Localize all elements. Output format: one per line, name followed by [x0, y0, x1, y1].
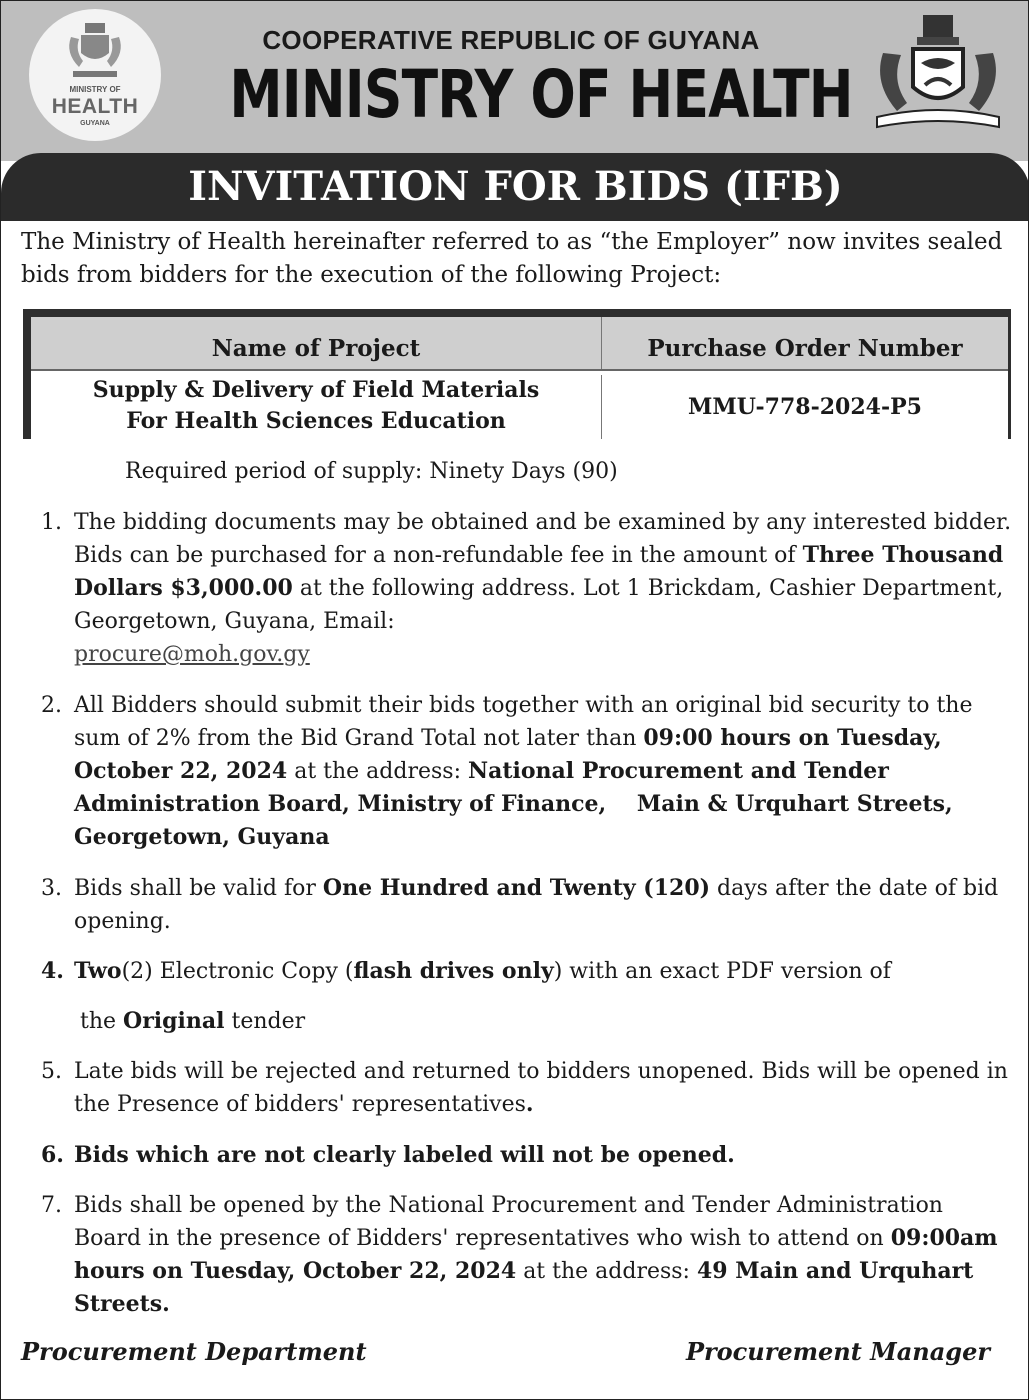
logo-text-ministry: MINISTRY OF — [69, 85, 121, 94]
item-number: 3. — [41, 876, 62, 901]
item-text: All Bidders should submit their bids together with an original bid security to the sum of 2% from the Bid Grand Total not later than — [74, 693, 973, 751]
project-table — [23, 309, 1011, 439]
item-text: at the following address. Lot 1 Brickdam, Cashier Department, Georgetown, Guyana, Email: — [74, 576, 1004, 634]
flash-drives: flash drives only — [353, 958, 554, 984]
ministry-logo — [29, 9, 161, 141]
supply-period: Required period of supply: Ninety Days (90) — [125, 459, 618, 484]
list-item-3 — [41, 872, 1016, 938]
item-number: 7. — [41, 1193, 62, 1218]
item-number: 1. — [41, 510, 62, 535]
logo-text-health: HEALTH — [51, 95, 139, 118]
list-item-5 — [41, 1055, 1016, 1121]
list-item-4 — [41, 955, 1016, 1038]
item-text: days after the date of bid opening. — [74, 876, 999, 934]
list-item-1 — [41, 506, 1016, 671]
item-text: at the address: — [523, 1259, 690, 1284]
original-label: Original — [123, 1008, 225, 1034]
ministry-title: MINISTRY OF HEALTH — [229, 56, 853, 133]
item-number: 6. — [41, 1142, 64, 1168]
item-number: 4. — [41, 958, 64, 984]
item-text: tender — [231, 1009, 306, 1034]
fee-amount: Three Thousand Dollars $3,000.00 — [74, 542, 1004, 601]
opening-address: 49 Main and Urquhart Streets. — [74, 1258, 974, 1317]
deadline: 09:00 hours on Tuesday, October 22, 2024 — [74, 725, 942, 784]
coat-of-arms-icon — [65, 19, 125, 81]
opening-time: 09:00am hours on Tuesday, October 22, 2024 — [74, 1225, 998, 1284]
table-header-po: Purchase Order Number — [602, 317, 1008, 369]
item-text: Bids shall be opened by the National Procurement and Tender Administration Board in the presence of Bidders' representatives who wish to attend on — [74, 1193, 943, 1251]
footer-manager: Procurement Manager — [685, 1337, 990, 1366]
item-text: ) with an exact PDF version of — [553, 959, 891, 984]
table-header-project: Name of Project — [31, 317, 602, 369]
project-name-line1: Supply & Delivery of Field Materials — [92, 377, 540, 403]
item-text: The bidding documents may be obtained and be examined by any interested bidder. Bids can be purchased for a non-refundable fee in the amount of — [74, 510, 1012, 568]
table-cell-project — [31, 375, 602, 439]
coat-of-arms-icon — [873, 13, 1003, 142]
header — [1, 1, 1029, 161]
item-text: the — [80, 1009, 117, 1034]
validity-period: One Hundred and Twenty (120) — [322, 875, 711, 901]
country-title: COOPERATIVE REPUBLIC OF GUYANA — [262, 25, 760, 55]
item-text: Late bids will be rejected and returned to bidders unopened. Bids will be opened in the Presence of bidders' representatives — [74, 1059, 1008, 1117]
email-link[interactable]: procure@moh.gov.gy — [74, 642, 310, 667]
list-item-7 — [41, 1189, 1016, 1321]
labeling-notice: Bids which are not clearly labeled will not be opened. — [74, 1142, 735, 1168]
table-cell-po-number: MMU-778-2024-P5 — [688, 394, 922, 420]
list-item-2 — [41, 689, 1016, 854]
document-title: INVITATION FOR BIDS (IFB) — [188, 163, 843, 210]
footer-department: Procurement Department — [21, 1337, 367, 1366]
item-text: Bids shall be valid for — [74, 876, 316, 901]
item-number: 5. — [41, 1059, 62, 1084]
intro-paragraph: The Ministry of Health hereinafter referred to as “the Employer” now invites sealed bids from bidders for the execution of the following Project: — [21, 229, 1003, 288]
item-period: . — [525, 1091, 534, 1117]
submission-address: National Procurement and Tender Administration Board, Ministry of Finance, Main & Urquhart Streets, Georgetown, Guyana — [74, 758, 961, 850]
copy-count: Two — [74, 958, 122, 984]
item-text: at the address: — [294, 759, 461, 784]
logo-text-guyana: GUYANA — [80, 120, 110, 127]
project-name-line2: For Health Sciences Education — [126, 408, 506, 434]
item-text: (2) Electronic Copy ( — [121, 959, 354, 984]
list-item-6 — [41, 1139, 1016, 1172]
item-number: 2. — [41, 693, 62, 718]
